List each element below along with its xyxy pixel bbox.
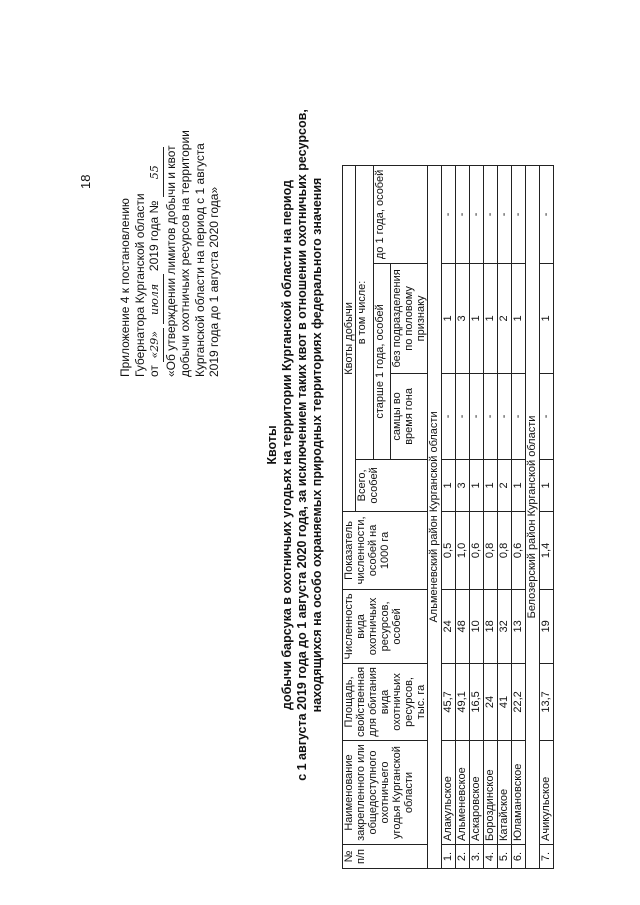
title-line: Квоты: [265, 425, 279, 465]
cell-area: 24: [484, 663, 498, 740]
cell-num: 2.: [456, 845, 470, 869]
cell-num: 7.: [540, 845, 554, 869]
title-line: с 1 августа 2019 года до 1 августа 2020 года, за исключением таких квот в отношении охотничьих ресурсов,: [295, 109, 309, 781]
cell-young: -: [512, 165, 526, 263]
cell-no-sex: 1: [512, 263, 526, 373]
header-young: до 1 года, особей: [373, 165, 428, 263]
cell-total: 1: [512, 459, 526, 511]
quota-table: [342, 165, 554, 869]
cell-name: Аскаровское: [470, 741, 484, 845]
title-line: находящихся на особо охраняемых природных территориях федерального значения: [310, 177, 324, 713]
table-body: [428, 165, 554, 868]
cell-name: Ачикульское: [540, 741, 554, 845]
cell-total: 1: [470, 459, 484, 511]
document-title: [265, 105, 325, 785]
cell-area: 41: [498, 663, 512, 740]
document-number: 55: [148, 147, 164, 197]
cell-name: Бороздинское: [484, 741, 498, 845]
table-row: [498, 165, 512, 868]
date-month: июля: [148, 274, 164, 324]
cell-density: 0,6: [512, 511, 526, 589]
cell-young: -: [484, 165, 498, 263]
appendix-date-line: [147, 47, 164, 377]
cell-name: Альменевское: [456, 741, 470, 845]
header-total: Всего, особей: [356, 459, 428, 511]
cell-total: 2: [498, 459, 512, 511]
cell-total: 1: [540, 459, 554, 511]
cell-density: 1,4: [540, 511, 554, 589]
cell-population: 19: [540, 589, 554, 663]
cell-males: -: [498, 373, 512, 459]
cell-no-sex: 1: [442, 263, 456, 373]
table-row: [540, 165, 554, 868]
table-row: [470, 165, 484, 868]
cell-density: 0,8: [498, 511, 512, 589]
page-number: 18: [78, 174, 93, 189]
section-row: [526, 165, 540, 868]
cell-area: 49,1: [456, 663, 470, 740]
section-row: [428, 165, 442, 868]
appendix-line: Курганской области на период с 1 августа: [192, 143, 207, 377]
cell-young: -: [470, 165, 484, 263]
cell-name: Алакульское: [442, 741, 456, 845]
cell-density: 1,0: [456, 511, 470, 589]
cell-num: 6.: [512, 845, 526, 869]
cell-total: 1: [442, 459, 456, 511]
cell-young: -: [442, 165, 456, 263]
header-num: № п/п: [343, 845, 428, 869]
cell-name: Юламановское: [512, 741, 526, 845]
appendix-line: добычи охотничьих ресурсов на территории: [178, 130, 192, 377]
section-title: Альменевский район Курганской области: [428, 165, 442, 868]
cell-area: 13,7: [540, 663, 554, 740]
header-area: Площадь, свойственная для обитания вида охотничьих ресурсов, тыс. га: [343, 663, 428, 740]
table-row: [512, 165, 526, 868]
cell-population: 32: [498, 589, 512, 663]
cell-population: 24: [442, 589, 456, 663]
cell-males: -: [470, 373, 484, 459]
cell-area: 22,2: [512, 663, 526, 740]
appendix-line: Приложение 4 к постановлению: [118, 198, 132, 377]
cell-no-sex: 1: [484, 263, 498, 373]
date-day: «29»: [148, 328, 164, 362]
cell-density: 0,6: [470, 511, 484, 589]
title-line: добычи барсука в охотничьих угодьях на территории Курганской области на период: [280, 180, 294, 710]
header-older: старше 1 года, особей: [373, 263, 391, 459]
cell-no-sex: 1: [540, 263, 554, 373]
appendix-line: Губернатора Курганской области: [132, 193, 147, 377]
number-prefix: №: [147, 200, 161, 214]
table-row: [484, 165, 498, 868]
cell-males: -: [540, 373, 554, 459]
appendix-block: [118, 47, 222, 377]
cell-population: 48: [456, 589, 470, 663]
cell-population: 13: [512, 589, 526, 663]
header-density: Показатель численности, особей на 1000 га: [343, 511, 428, 589]
cell-no-sex: 3: [456, 263, 470, 373]
cell-name: Катайское: [498, 741, 512, 845]
cell-num: 1.: [442, 845, 456, 869]
cell-males: -: [442, 373, 456, 459]
header-quota: Квоты добычи: [343, 165, 356, 511]
header-name: Наименование закрепленного или общедоступного охотничьего угодья Курганской области: [343, 741, 428, 845]
header-including: в том числе:: [356, 165, 374, 459]
cell-area: 16,5: [470, 663, 484, 740]
header-no-sex: без подразделения по половому признаку: [391, 263, 428, 373]
cell-num: 4.: [484, 845, 498, 869]
cell-area: 45,7: [442, 663, 456, 740]
cell-total: 3: [456, 459, 470, 511]
cell-males: -: [484, 373, 498, 459]
date-prefix: от: [147, 365, 161, 377]
cell-num: 5.: [498, 845, 512, 869]
cell-no-sex: 2: [498, 263, 512, 373]
table-row: [442, 165, 456, 868]
cell-young: -: [540, 165, 554, 263]
cell-population: 18: [484, 589, 498, 663]
cell-young: -: [498, 165, 512, 263]
cell-num: 3.: [470, 845, 484, 869]
cell-young: -: [456, 165, 470, 263]
appendix-line: «Об утверждении лимитов добычи и квот: [163, 145, 178, 377]
cell-population: 10: [470, 589, 484, 663]
cell-no-sex: 1: [470, 263, 484, 373]
date-year: 2019 года: [147, 216, 161, 272]
cell-total: 1: [484, 459, 498, 511]
cell-males: -: [512, 373, 526, 459]
table-row: [456, 165, 470, 868]
appendix-line: 2019 года до 1 августа 2020 года»: [207, 186, 221, 377]
header-males: самцы во время гона: [391, 373, 428, 459]
cell-males: -: [456, 373, 470, 459]
cell-density: 0,8: [484, 511, 498, 589]
cell-density: 0,5: [442, 511, 456, 589]
section-title: Белозерский район Курганской области: [526, 165, 540, 868]
header-population: Численность вида охотничьих ресурсов, особей: [343, 589, 428, 663]
